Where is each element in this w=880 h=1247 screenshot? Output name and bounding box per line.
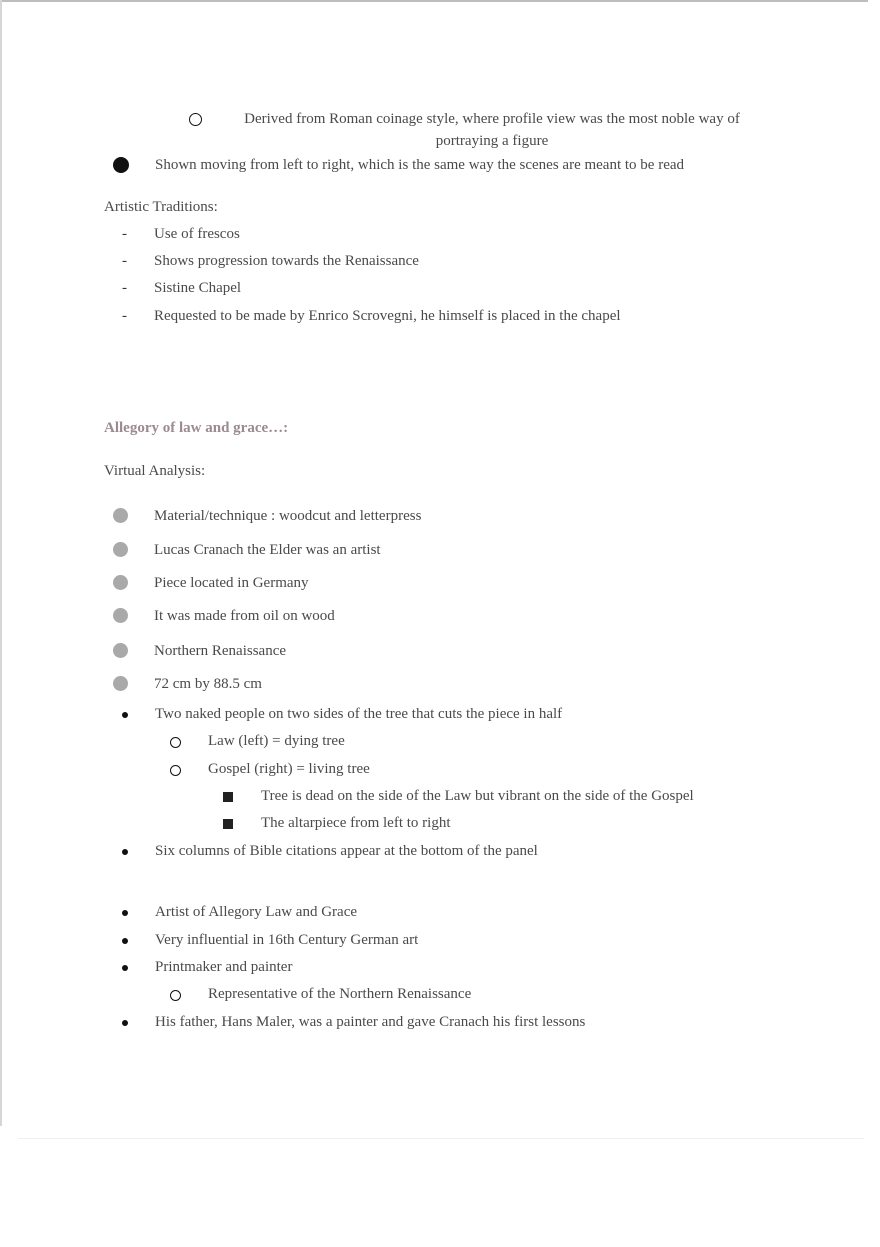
analysis-item: Material/technique : woodcut and letterpress: [154, 508, 422, 524]
tradition-item: Shows progression towards the Renaissance: [154, 253, 419, 269]
hollow-circle-bullet-icon: [170, 990, 181, 1001]
dash-bullet-icon: -: [122, 308, 127, 324]
square-bullet-icon: [223, 819, 233, 829]
sub-item-text: [228, 108, 756, 152]
gray-circle-bullet-icon: [113, 676, 128, 691]
page-bottom-edge: [18, 1138, 864, 1139]
hollow-circle-bullet-icon: [170, 765, 181, 776]
allegory-subsub-text: The altarpiece from left to right: [261, 815, 451, 831]
hollow-circle-bullet-icon: [189, 113, 202, 126]
analysis-item: Piece located in Germany: [154, 575, 309, 591]
page-left-edge: [0, 0, 2, 1126]
gray-circle-bullet-icon: [113, 643, 128, 658]
allegory-sub-text: Gospel (right) = living tree: [208, 761, 370, 777]
allegory-subsub-text: Tree is dead on the side of the Law but vibrant on the side of the Gospel: [261, 788, 694, 804]
allegory-bullet-text: Two naked people on two sides of the tree that cuts the piece in half: [155, 706, 563, 722]
tradition-item: Use of frescos: [154, 226, 240, 242]
analysis-item: Northern Renaissance: [154, 643, 287, 659]
dot-bullet-icon: [122, 938, 128, 944]
square-bullet-icon: [223, 792, 233, 802]
bullet-text: Shown moving from left to right, which is the same way the scenes are meant to be read: [155, 157, 685, 173]
gray-circle-bullet-icon: [113, 575, 128, 590]
artist-sub-text: Representative of the Northern Renaissance: [208, 986, 472, 1002]
allegory-bullet-text: Six columns of Bible citations appear at the bottom of the panel: [155, 843, 538, 859]
artist-bullet-text: Artist of Allegory Law and Grace: [155, 904, 358, 920]
dash-bullet-icon: -: [122, 253, 127, 269]
artist-bullet-text: His father, Hans Maler, was a painter and gave Cranach his first lessons: [155, 1014, 586, 1030]
gray-circle-bullet-icon: [113, 508, 128, 523]
dot-bullet-icon: [122, 965, 128, 971]
hollow-circle-bullet-icon: [170, 737, 181, 748]
artist-bullet-text: Printmaker and painter: [155, 959, 293, 975]
dot-bullet-icon: [122, 712, 128, 718]
gray-circle-bullet-icon: [113, 542, 128, 557]
analysis-item: Lucas Cranach the Elder was an artist: [154, 542, 381, 558]
artist-bullet-text: Very influential in 16th Century German art: [155, 932, 419, 948]
allegory-heading: Allegory of law and grace…:: [104, 420, 289, 436]
tradition-item: Requested to be made by Enrico Scrovegni, he himself is placed in the chapel: [154, 308, 621, 324]
dot-bullet-icon: [122, 1020, 128, 1026]
analysis-item: 72 cm by 88.5 cm: [154, 676, 262, 692]
sub-item-line-1: Derived from Roman coinage style, where profile view was the most noble way of: [244, 111, 740, 127]
solid-circle-bullet-icon: [113, 157, 129, 173]
gray-circle-bullet-icon: [113, 608, 128, 623]
artistic-traditions-title: Artistic Traditions:: [104, 199, 218, 215]
sub-item-line-2: portraying a figure: [435, 133, 549, 149]
dot-bullet-icon: [122, 910, 128, 916]
dash-bullet-icon: -: [122, 280, 127, 296]
virtual-analysis-title: Virtual Analysis:: [104, 463, 206, 479]
dash-bullet-icon: -: [122, 226, 127, 242]
page-top-edge: [0, 0, 868, 2]
dot-bullet-icon: [122, 849, 128, 855]
analysis-item: It was made from oil on wood: [154, 608, 335, 624]
tradition-item: Sistine Chapel: [154, 280, 242, 296]
allegory-sub-text: Law (left) = dying tree: [208, 733, 345, 749]
